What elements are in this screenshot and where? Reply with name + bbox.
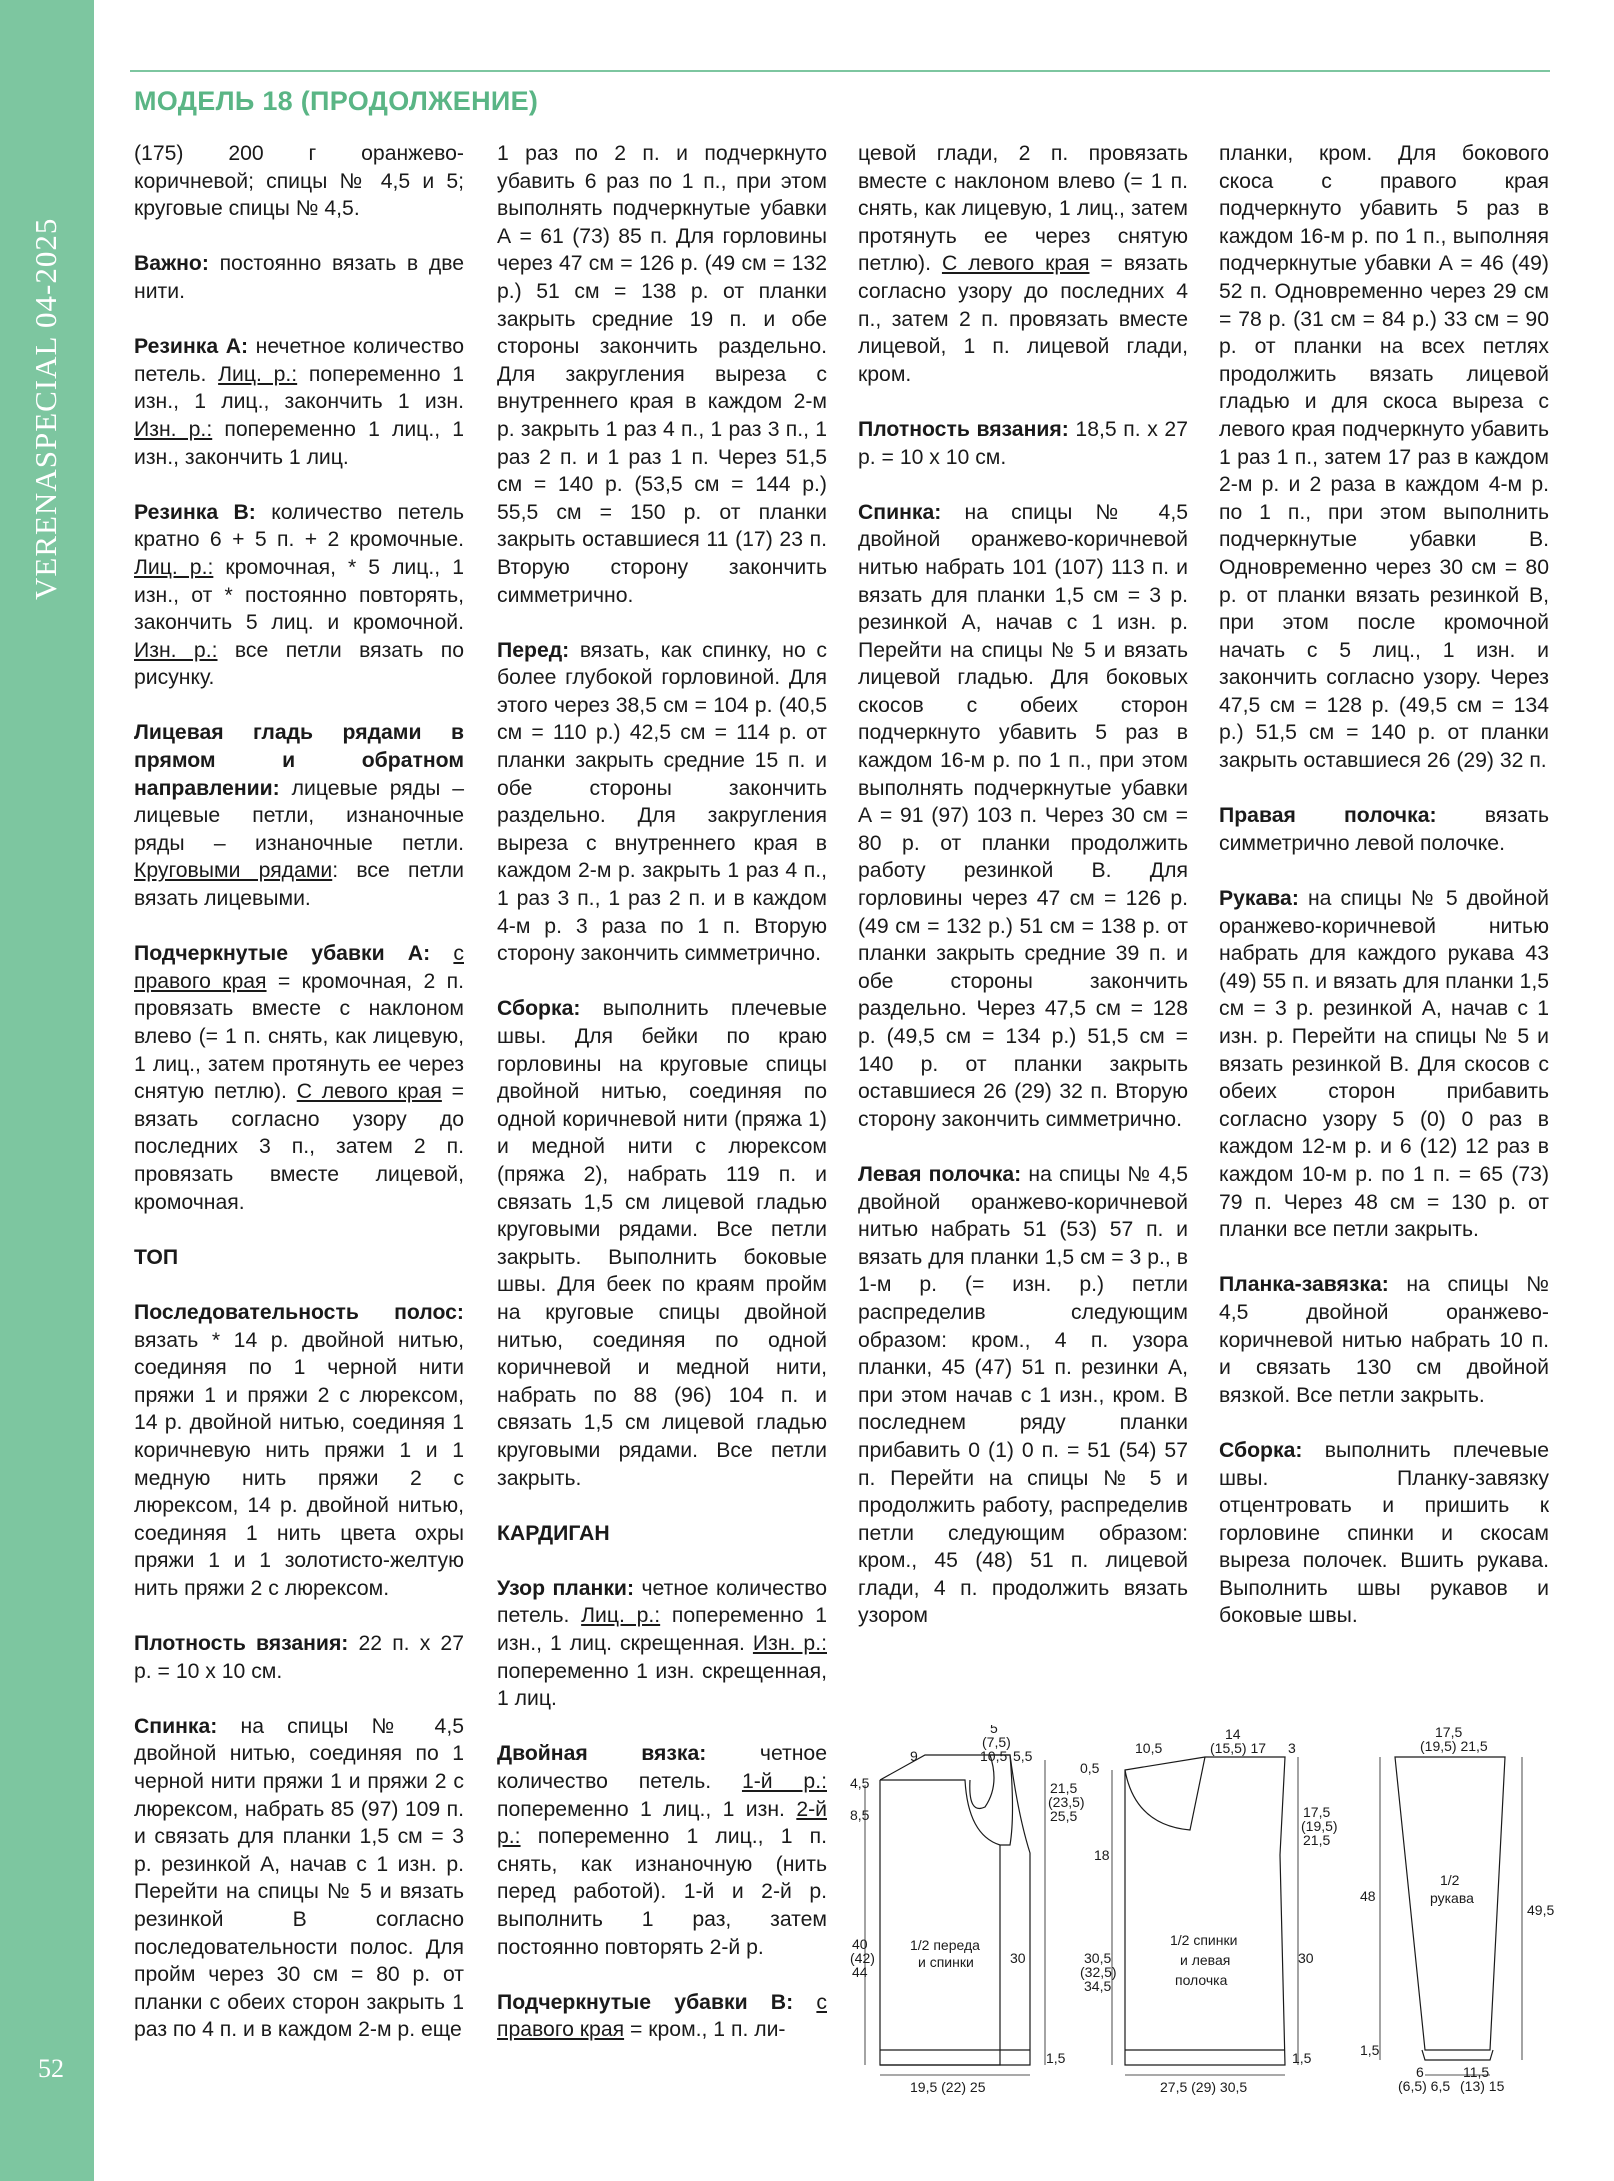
d3-label-2: рукава xyxy=(1430,1890,1474,1906)
cardigan-section-title: КАРДИГАН xyxy=(497,1521,610,1545)
d1-left-a: 4,5 xyxy=(850,1775,870,1791)
d3-label-1: 1/2 xyxy=(1440,1872,1460,1888)
d3-left-b: 1,5 xyxy=(1360,2042,1380,2058)
d2-top-a: 10,5 xyxy=(1135,1740,1163,1756)
d3-bottom-b: (6,5) 6,5 xyxy=(1398,2078,1451,2094)
d1-right-a: 21,5 xyxy=(1050,1780,1078,1796)
d2-right-e: 1,5 xyxy=(1292,2050,1312,2066)
d1-left-b: 8,5 xyxy=(850,1807,870,1823)
rib-b-paragraph: Резинка В: количество петель кратно 6 + 5 п. + 2 кромочные. Лиц. р.: кромочная, * 5 лиц., 1 изн., от * постоянно повторять, закончить 5 лиц. и кромочной. Изн. р.: все петли вязать по рисунку. xyxy=(134,500,465,690)
d2-label-1: 1/2 спинки xyxy=(1170,1932,1238,1948)
header-rule xyxy=(130,70,1550,72)
cardigan-assembly-paragraph: Сборка: выполнить плечевые швы. Планку-завязку отцентровать и пришить к горловине спинки и скосам выреза полочек. Вшить рукава. Выполнить швы рукавов и боковые швы. xyxy=(1219,1438,1549,1628)
d2-label-3: полочка xyxy=(1175,1972,1228,1988)
decrease-b-paragraph: Подчеркнутые убавки В: с правого края = кром., 1 п. ли- xyxy=(497,1990,827,2042)
page-number: 52 xyxy=(38,2054,64,2083)
top-section-title: ТОП xyxy=(134,1245,179,1269)
d2-left-c: 30,5 xyxy=(1084,1950,1112,1966)
d3-left-a: 48 xyxy=(1360,1888,1376,1904)
decrease-a-paragraph: Подчеркнутые убавки А: с правого края = кромочная, 2 п. провязать вместе с наклоном влево (= 1 п. снять, как лицевую, 1 лиц., затем протянуть ее через снятую петлю). С левого края = вязать согласно узору до последних 3 п., затем 2 п. провязать вместе лицевой, кромочная. xyxy=(134,942,464,1214)
cardigan-gauge-paragraph: Плотность вязания: 18,5 п. x 27 р. = 10 x 10 см. xyxy=(858,417,1188,469)
cardigan-back-paragraph: Спинка: на спицы № 4,5 двойной оранжево-коричневой нитью набрать 101 (107) 113 п. и вязать для планки 1,5 см = 3 р. резинкой А, начав с 1 изн. р. Перейти на спицы № 5 и вязать лицевой гладью. Для боковых скосов с обеих сторон подчеркнуто убавить 5 раз в каждом 16-м р. по 1 п., при этом выполнять подчеркнутые убавки А = 91 (97) 103 п. Через 30 см = 80 р. от планки продолжить работу резинкой В. Для горловины через 47 см = 126 р. (49 см = 132 р.) 51 см = 138 р. от планки закрыть средние 39 п. и обе стороны закончить раздельно. Через 47,5 см = 128 р. (49,5 см = 134 р.) 51,5 см = 140 р. от планки закрыть оставшиеся 26 (29) 32 п. Вторую сторону закончить симметрично. xyxy=(858,500,1188,1131)
sidebar xyxy=(0,0,94,2181)
left-front-paragraph: Левая полочка: на спицы № 4,5 двойной оранжево-коричневой нитью набрать 51 (53) 57 п. и вязать для планки 1,5 см = 3 р., в 1-м р. (= изн. р.) петли распределив следующим образом: кром., 4 п. узора планки, 45 (47) 51 п. резинки А, при этом начав с 1 изн., кром. В последнем ряду планки прибавить 0 (1) 0 п. = 51 (54) 57 п. Перейти на спицы № 5 и продолжить работу, распределив петли следующим образом: кром., 45 (48) 51 п. лицевой глади, 4 п. продолжить вязать узором xyxy=(858,1162,1188,1628)
schematics-area xyxy=(850,1725,1570,2095)
d2-top-b: 14 xyxy=(1225,1726,1241,1742)
sleeves-paragraph: Рукава: на спицы № 5 двойной оранжево-коричневой нитью набрать для каждого рукава 43 (49) 55 п. и вязать для планки 1,5 см = 3 р. резинкой А, начав с 1 изн. р. Перейти на спицы № 5 и вязать резинкой В. Для скосов с обеих сторон прибавить согласно узору 5 (0) 0 раз в каждом 12-м р. и 6 (12) 12 раз в каждом 10-м р. по 1 п. = 65 (73) 79 п. Через 48 см = 130 р. от планки все петли закрыть. xyxy=(1219,887,1549,1242)
d1-top-b: (7,5) xyxy=(982,1734,1011,1750)
d1-left-e: 44 xyxy=(852,1964,868,1980)
back-continued-paragraph: 1 раз по 2 п. и подчеркнуто убавить 6 раз по 1 п., при этом выполнять подчеркнутые убавки А = 61 (73) 85 п. Для горловины через 47 см = 126 р. (49 см = 132 р.) 51 см = 138 р. от планки закрыть средние 19 п. и обе стороны закончить раздельно. Для закругления выреза с внутреннего края в каждом 2-м р. закрыть 1 раз 4 п., 1 раз 3 п., 1 раз 2 п. и 1 раз 1 п. Через 51,5 см = 140 р. (53,5 см = 144 р.) 55,5 см = 150 р. от планки закрыть оставшиеся 11 (17) 23 п. Вторую сторону закончить симметрично. xyxy=(497,142,827,607)
d1-right-d: 30 xyxy=(1010,1950,1026,1966)
back-paragraph: Спинка: на спицы № 4,5 двойной нитью, соединяя по 1 черной нити пряжи 1 и пряжи 2 с люрексом, набрать 85 (97) 109 п. и связать для планки 1,5 см = 3 р. резинкой А, начав с 1 изн. р. Перейти на спицы № 5 и вязать резинкой В согласно последовательности полос. Для пройм через 30 см = 80 р. от планки с обеих сторон закрыть 1 раз по 4 п. и в каждом 2-м р. еще xyxy=(134,1714,464,2042)
d1-label-1: 1/2 переда xyxy=(910,1937,980,1953)
top-front-back-schematic xyxy=(865,1755,1045,2075)
d1-top-e: 9 xyxy=(910,1748,918,1764)
important-paragraph: Важно: постоянно вязать в две нити. xyxy=(134,252,464,303)
d3-top-b: (19,5) 21,5 xyxy=(1420,1738,1488,1754)
front-paragraph: Перед: вязать, как спинку, но с более глубокой горловиной. Для этого через 38,5 см = 104 р. (40,5 см = 110 р.) 42,5 см = 114 р. от планки закрыть средние 15 п. и обе стороны закончить раздельно. Для закругления выреза с внутреннего края в каждом 2-м р. закрыть 1 раз 4 п., 1 раз 3 п., 1 раз 2 п. и в каждом 4-м р. 3 раза по 1 п. Вторую сторону закончить симметрично. xyxy=(497,638,827,966)
stripe-sequence-paragraph: Последовательность полос: вязать * 14 р. двойной нитью, соединяя по 1 черной нити пряжи 1 и пряжи 2 с люрексом, 14 р. двойной нитью, соединяя 1 коричневую нить пряжи 1 и 1 медную нить пряжи 2 с люрексом, 14 р. двойной нитью, соединяя 1 нить цвета охры пряжи 1 и 1 золотисто-желтую нить пряжи 2 с люрексом. xyxy=(134,1300,464,1600)
d1-right-e: 1,5 xyxy=(1046,2050,1066,2066)
d2-left-d: (32,5) xyxy=(1080,1964,1117,1980)
d1-bottom: 19,5 (22) 25 xyxy=(910,2079,986,2095)
d1-label-2: и спинки xyxy=(918,1954,974,1970)
tie-band-paragraph: Планка-завязка: на спицы № 4,5 двойной оранжево-коричневой нитью набрать 10 п. и связать 130 см двойной вязкой. Все петли закрыть. xyxy=(1219,1273,1549,1407)
d2-right-b: (19,5) xyxy=(1301,1818,1338,1834)
d1-right-c: 25,5 xyxy=(1050,1808,1078,1824)
d2-right-c: 21,5 xyxy=(1303,1832,1331,1848)
d2-top-c: (15,5) 17 xyxy=(1210,1740,1267,1756)
d1-right-b: (23,5) xyxy=(1048,1794,1085,1810)
d2-right-d: 30 xyxy=(1298,1950,1314,1966)
d1-top-d: 5,5 xyxy=(1013,1748,1033,1764)
text-column-3 xyxy=(858,140,1188,1630)
d2-label-2: и левая xyxy=(1180,1952,1231,1968)
top-assembly-paragraph: Сборка: выполнить плечевые швы. Для бейки по краю горловины на круговые спицы двойной нитью, соединяя по одной коричневой нити (пряжа 1) и медной нити с люрексом (пряжа 2), набрать 119 п. и связать 1,5 см лицевой гладью круговыми рядами. Все петли закрыть. Выполнить боковые швы. Для беек по краям пройм на круговые спицы двойной нитью, соединяя по одной коричневой и медной нити, набрать по 88 (96) 104 п. и связать 1,5 см лицевой гладью круговыми рядами. Все петли закрыть. xyxy=(497,997,827,1490)
d1-left-d: (42) xyxy=(850,1950,875,1966)
gauge-paragraph: Плотность вязания: 22 п. x 27 р. = 10 x 10 см. xyxy=(134,1632,464,1683)
d1-top-c: 10,5 xyxy=(980,1748,1008,1764)
stockinette-paragraph: Лицевая гладь рядами в прямом и обратном направлении: лицевые ряды – лицевые петли, изнаночные ряды – изнаночные петли. Круговыми рядами: все петли вязать лицевыми. xyxy=(134,721,464,911)
d1-top-a: 5 xyxy=(990,1725,998,1736)
magazine-brand: VERENASPECIAL 04-2025 xyxy=(28,217,63,600)
right-front-paragraph: Правая полочка: вязать симметрично левой полочке. xyxy=(1219,804,1549,855)
sleeve-schematic xyxy=(1380,1757,1522,2075)
double-knit-paragraph: Двойная вязка: четное количество петель. 1-й р.: попеременно 1 лиц., 1 изн. 2-й р.: попеременно 1 лиц., 1 п. снять, как изнаночную (нить перед работой). 1-й и 2-й р. выполнить 1 раз, затем постоянно повторять 2-й р. xyxy=(497,1742,827,1959)
rib-a-paragraph: Резинка А: нечетное количество петель. Лиц. р.: попеременно 1 изн., 1 лиц., закончить 1 изн. Изн. р.: попеременно 1 лиц., 1 изн., закончить 1 лиц. xyxy=(134,335,465,469)
text-column-2 xyxy=(497,140,827,2044)
text-column-1 xyxy=(134,140,464,2044)
band-pattern-paragraph: Узор планки: четное количество петель. Лиц. р.: попеременно 1 изн., 1 лиц. скрещенная. Изн. р.: попеременно 1 изн. скрещенная, 1 лиц. xyxy=(497,1576,828,1711)
left-front-continued-paragraph: планки, кром. Для бокового скоса с правого края подчеркнуто убавить 5 раз в каждом 16-м р. по 1 п., выполняя подчеркнутые убавки А = 46 (49) 52 п. Одновременно через 29 см = 78 р. (31 см = 84 р.) 33 см = 90 р. от планки на всех петлях продолжить вязать лицевой гладью и для скоса выреза с левого края подчеркнуто убавить 1 раз 1 п., затем 17 раз в каждом 2-м р. и 2 раза в каждом 4-м р. по 1 п., при этом выполнить подчеркнутые убавки В. Одновременно через 30 см = 80 р. от планки вязать резинкой В, при этом после кромочной начать с 5 лиц., 1 изн. и закончить согласно узору. Через 47,5 см = 128 р. (49,5 см = 134 р.) 51,5 см = 140 р. от планки закрыть оставшиеся 26 (29) 32 п. xyxy=(1219,142,1549,773)
d2-top-d: 3 xyxy=(1288,1740,1296,1756)
materials-paragraph: (175) 200 г оранжево-коричневой; спицы № 4,5 и 5; круговые спицы № 4,5. xyxy=(134,142,464,221)
d2-bottom: 27,5 (29) 30,5 xyxy=(1160,2079,1248,2095)
d3-top-a: 17,5 xyxy=(1435,1725,1463,1740)
d1-left-c: 40 xyxy=(852,1936,868,1952)
d2-left-b: 18 xyxy=(1094,1847,1110,1863)
d3-bottom-d: (13) 15 xyxy=(1460,2078,1505,2094)
d3-bottom-c: 11,5 xyxy=(1463,2064,1490,2080)
text-column-4 xyxy=(1219,140,1549,1630)
d2-left-e: 34,5 xyxy=(1084,1978,1112,1994)
d2-left-a: 0,5 xyxy=(1080,1760,1100,1776)
cardigan-back-schematic xyxy=(1112,1757,1298,2075)
d2-right-a: 17,5 xyxy=(1303,1804,1331,1820)
d3-right: 49,5 xyxy=(1527,1902,1555,1918)
decrease-b-continued-paragraph: цевой глади, 2 п. провязать вместе с наклоном влево (= 1 п. снять, как лицевую, 1 лиц., затем протянуть ее через снятую петлю). С левого края = вязать согласно узору до последних 4 п., затем 2 п. провязать вместе лицевой, 1 п. лицевой глади, кром. xyxy=(858,142,1188,386)
schematics-svg xyxy=(850,1725,1570,2095)
page-title: МОДЕЛЬ 18 (ПРОДОЛЖЕНИЕ) xyxy=(134,86,539,116)
d3-bottom-a: 6 xyxy=(1416,2064,1424,2080)
